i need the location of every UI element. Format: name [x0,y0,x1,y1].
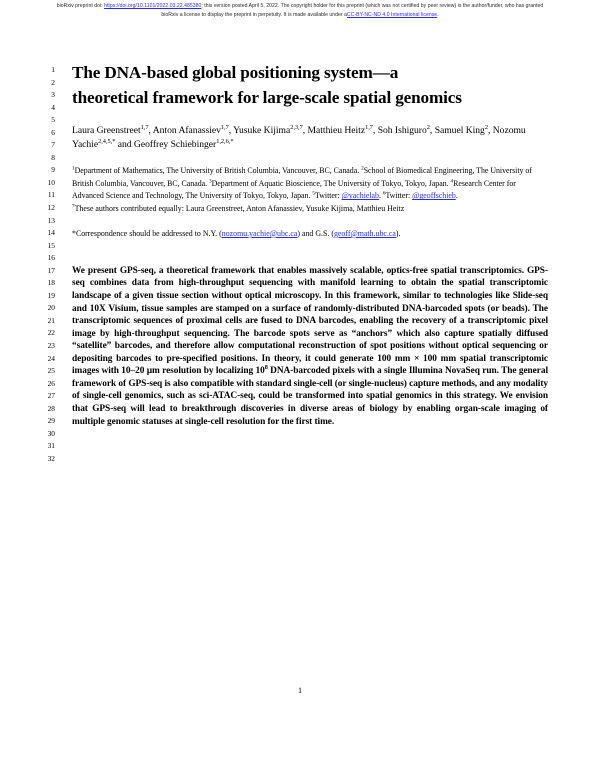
affiliation-2: School of Biomedical Engineering, The University of British Columbia, Vancouver, BC, Canada. [72,166,532,188]
biorxiv-preprint-banner [52,2,548,19]
line-number: 8 [51,152,55,162]
line-number: 13 [47,215,55,225]
email-yachie-link[interactable]: nozomu.yachie@ubc.ca [221,228,298,238]
line-number: 16 [47,253,55,263]
line-number: 2 [51,77,55,87]
author-name: Nozomu Yachie [72,124,526,150]
abstract-part-2: DNA-barcoded pixels with a single Illumina NovaSeq run. The general framework of GPS-seq is also compatible with standard single-cell (or single-nucleus) capture methods, and any modality of single-cell genomics, such as sci-ATAC-seq, could be transformed into spatial genomics in this strategy. We envision that GPS-seq will lead to breakthrough discoveries in diverse areas of biology by enabling organ-scale imaging of multiple genomic statuses at single-cell resolution for the first time. [72,366,549,427]
line-number: 6 [51,127,55,137]
line-number: 15 [47,240,55,250]
affiliation-6-label: Twitter: [385,191,413,201]
line-number: 25 [47,366,55,376]
author-list: Laura Greenstreet$^{1,7}$, Anton Afanassiev$^{1,7}$, Yusuke Kijima$^{2,3,7}$, Matthieu Heitz$^{1,7}$, Soh Ishiguro$^2$, Samuel King$^2$, Nozomu Yachie$^{2,4,5,*}$ and Geoffrey Schiebinger$^{1,2,6,*}$ [72,123,526,150]
title-line-1: The DNA-based global positioning system—a [72,63,399,82]
author-affiliation-marker: 2 [484,123,488,131]
affiliation-3: Department of Aquatic Bioscience, The University of Tokyo, Tokyo, Japan. [211,178,451,188]
line-number: 10 [47,177,55,187]
line-number: 9 [51,165,55,175]
affiliation-1: Department of Mathematics, The University of British Columbia, Vancouver, BC, Canada. [74,166,362,176]
license-link[interactable]: CC-BY-NC-ND 4.0 International license [347,11,438,18]
line-number: 23 [47,341,55,351]
affiliations: $^1$Department of Mathematics, The University of British Columbia, Vancouver, BC, Canada. $^2$School of Biomedical Engineering, The University of British Columbia, Vancouver, BC, Canada. $^3$Department of Aquatic Bioscience, The University of Tokyo, Tokyo, Japan. $^4$Research Center for Advanced Science and Technology, The University of Tokyo, Tokyo, Japan. $^5$Twitter: @yachielab. $^6$Twitter: @geoffschieb. [72,165,532,201]
line-number: 7 [51,140,55,150]
author-name: Anton Afanassiev [152,124,221,136]
line-number: 1 [51,65,55,74]
line-number-gutter [33,64,55,466]
affiliation-sep-2: . [455,191,458,201]
line-number: 31 [47,441,55,451]
author-affiliation-marker: 1,7 [140,123,149,131]
banner-line1-suffix: ; this version posted April 5, 2022. The copyright holder for this preprint (which [201,3,381,9]
abstract-part-1: We present GPS-seq, a theoretical framework that enables massively scalable, optics-free spatial transcriptomics. GPS-seq combines data from high-throughput sequencing with manifold learning to obtain the spatial transcriptomic landscape of a given tissue section without optical microscopy. In this framework, similar to technologies like Slide-seq and 10X Visium, tissue samples are stamped on a surface of randomly-distributed DNA-barcoded spots (or beads). The transcriptomic sequences of proximal cells are fused to DNA barcodes, enabling the recovery of a transcriptomic pixel image by high-throughput sequencing. The barcode spots serve as “anchors” which also capture spatially diffused “satellite” barcodes, and therefore allow computational reconstruction of spot positions without optical sequencing or depositing barcodes to pre-specified positions. In theory, it could generate 100 mm × 100 mm spatial transcriptomic images with 10–20 µm resolution by localizing 10 [72,265,548,377]
banner-line3-suffix: . [437,11,439,18]
line-number: 22 [47,328,55,338]
correspondence-middle: ) and G.S. ( [297,228,334,238]
line-number: 4 [51,102,55,112]
abstract [72,265,548,428]
line-number: 12 [47,203,55,213]
line-number: 21 [47,315,55,325]
author-name: Yusuke Kijima [233,124,291,136]
correspondence-suffix: ). [395,228,401,238]
line-number: 11 [47,190,55,200]
line-number: 14 [47,228,55,238]
author-affiliation-marker: 1,7 [365,123,373,131]
abstract-exponent: 8 [264,365,268,372]
banner-line1-prefix: bioRxiv preprint doi: [56,3,103,9]
author-affiliation-marker: 1,2,6,* [216,137,234,145]
author-affiliation-marker: 2,4,5,* [98,137,116,145]
line-number: 17 [47,265,55,275]
line-number: 32 [47,453,55,463]
author-affiliation-marker: 2,3,7 [290,123,303,131]
author-name: Geoffrey Schiebinger [133,138,217,150]
author-name: Samuel King [434,124,485,136]
affiliation-5-label: Twitter: [314,191,342,201]
title-line-2: theoretical framework for large-scale spatial genomics [72,88,462,108]
line-number: 3 [51,90,55,100]
twitter-geoffschieb-link[interactable]: @geoffschieb [412,191,456,201]
line-number: 27 [47,391,55,401]
correspondence-prefix: *Correspondence should be addressed to N.Y. ( [72,228,222,238]
author-name: Matthieu Heitz [307,124,366,136]
page-title [72,60,548,111]
line-number: 24 [47,353,55,363]
article-content [72,60,548,428]
doi-link[interactable]: https://doi.org/10.1101/2022.03.22.485380 [104,3,202,9]
banner-line2: was not certified by peer review) is the author/funder, who has granted bioRxiv a license to display the preprint in perpetuity. It is made [161,3,544,18]
author-name: Soh Ishiguro [377,124,427,136]
line-number: 28 [47,403,55,413]
line-number: 5 [51,115,55,125]
line-number: 26 [47,378,55,388]
author-name: Laura Greenstreet [72,124,141,136]
banner-line3-prefix: available under a [307,11,347,18]
affiliation-sep-1: . [378,191,381,201]
email-geoff-link[interactable]: geoff@math.ubc.ca [333,228,396,238]
page-number: 1 [297,686,303,695]
line-number: 30 [47,428,55,438]
equal-contribution-note: $^7$These authors contributed equally: Laura Greenstreet, Anton Afanassiev, Yusuke Kijima, Matthieu Heitz [72,203,405,213]
affiliation-4: Research Center for Advanced Science and Technology, The University of Tokyo, Tokyo, Japan. [72,178,516,201]
line-number: 19 [47,290,55,300]
correspondence-note [72,228,548,241]
equal-contribution-text: These authors contributed equally: Laura Greenstreet, Anton Afanassiev, Yusuke Kijima, Matthieu Heitz [74,203,405,213]
twitter-yachielab-link[interactable]: @yachielab [341,191,379,201]
line-number: 20 [47,303,55,313]
line-number: 29 [47,416,55,426]
line-number: 18 [47,278,55,288]
author-affiliation-marker: 2 [426,123,430,131]
author-affiliation-marker: 1,7 [220,123,229,131]
